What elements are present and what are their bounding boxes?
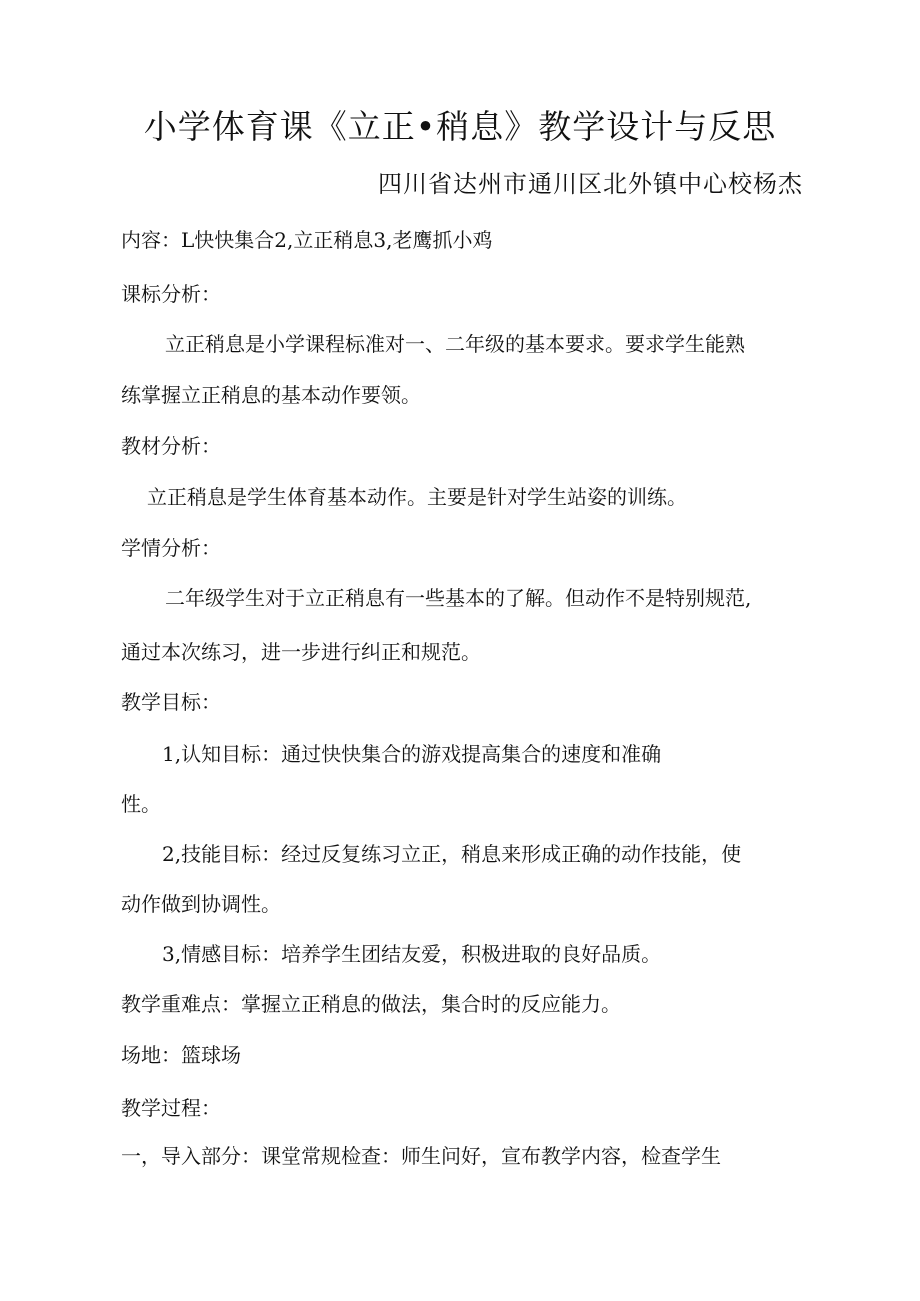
key-points-line: 教学重难点：掌握立正稍息的做法，集合时的反应能力。	[121, 992, 621, 1016]
heading-teaching-process: 教学过程：	[121, 1096, 221, 1120]
paragraph-line: 通过本次练习，进一步进行纠正和规范。	[121, 640, 481, 664]
heading-curriculum-analysis: 课标分析：	[121, 282, 221, 306]
goal-line: 动作做到协调性。	[121, 892, 281, 916]
heading-material-analysis: 教材分析：	[121, 434, 221, 458]
venue-line: 场地：篮球场	[121, 1043, 241, 1067]
document-title: 小学体育课《立正•稍息》教学设计与反思	[143, 107, 777, 146]
author-line: 四川省达州市通川区北外镇中心校杨杰	[378, 170, 803, 198]
paragraph-line: 立正稍息是学生体育基本动作。主要是针对学生站姿的训练。	[147, 485, 687, 509]
paragraph-line: 二年级学生对于立正稍息有一些基本的了解。但动作不是特别规范,	[165, 586, 752, 610]
paragraph-line: 练掌握立正稍息的基本动作要领。	[121, 383, 421, 407]
goal-line: 性。	[121, 792, 161, 816]
heading-student-analysis: 学情分析：	[121, 536, 221, 560]
heading-teaching-goals: 教学目标：	[121, 690, 221, 714]
content-line: 内容：L快快集合2,立正稍息3,老鹰抓小鸡	[121, 228, 493, 252]
goal-line: 1,认知目标：通过快快集合的游戏提高集合的速度和准确	[162, 742, 662, 766]
goal-line: 2,技能目标：经过反复练习立正，稍息来形成正确的动作技能，使	[162, 842, 742, 866]
goal-line: 3,情感目标：培养学生团结友爱，积极进取的良好品质。	[162, 942, 662, 966]
paragraph-line: 一，导入部分：课堂常规检查：师生问好，宣布教学内容，检查学生	[121, 1144, 721, 1168]
paragraph-line: 立正稍息是小学课程标准对一、二年级的基本要求。要求学生能熟	[165, 332, 745, 356]
